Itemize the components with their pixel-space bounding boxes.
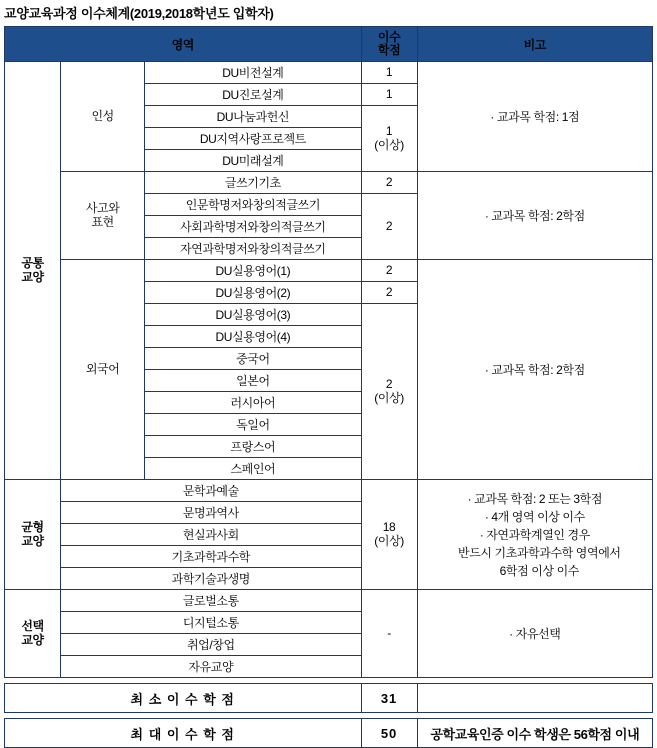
- header-credit-line1: 이수: [377, 30, 401, 45]
- total-note-cell: [417, 684, 652, 713]
- course-name-cell: DU미래설계: [145, 150, 361, 172]
- course-name-cell: 사회과학명저와창의적글쓰기: [145, 216, 361, 238]
- course-name-cell: 글쓰기기초: [145, 172, 361, 194]
- note-cell: [417, 62, 652, 172]
- area-group-cell: 선택 교양: [5, 590, 61, 678]
- course-name-cell: 자연과학명저와창의적글쓰기: [145, 238, 361, 260]
- note-line: 6학점 이상 이수: [499, 563, 579, 578]
- course-name-cell: 현실과사회: [61, 524, 361, 546]
- course-name-cell: 일본어: [145, 370, 361, 392]
- credit-cell: 2: [361, 260, 417, 282]
- total-credit-cell: 31: [361, 684, 417, 713]
- note-line: · 교과목 학점: 2학점: [484, 362, 585, 377]
- credit-cell: 1 (이상): [361, 106, 417, 172]
- course-name-cell: 독일어: [145, 414, 361, 436]
- total-note-cell: 공학교육인증 이수 학생은 56학점 이내: [417, 719, 652, 748]
- credit-cell: 1: [361, 84, 417, 106]
- course-name-cell: 과학기술과생명: [61, 568, 361, 590]
- page-title: 교양교육과정 이수체계(2019,2018학년도 입학자): [4, 6, 274, 21]
- total-label-cell: 최 대 이 수 학 점: [5, 719, 362, 748]
- note-cell: [417, 590, 652, 678]
- note-line: · 4개 영역 이상 이수: [484, 509, 585, 524]
- credit-cell: 2: [361, 282, 417, 304]
- course-name-cell: DU실용영어(3): [145, 304, 361, 326]
- credit-cell: 2: [361, 194, 417, 260]
- area-sub-cell: 외국어: [61, 260, 145, 480]
- area-group-cell: 균형 교양: [5, 480, 61, 590]
- credit-cell: -: [361, 590, 417, 678]
- course-name-cell: 프랑스어: [145, 436, 361, 458]
- course-name-cell: 디지털소통: [61, 612, 361, 634]
- course-name-cell: 취업/창업: [61, 634, 361, 656]
- total-row: [5, 684, 653, 713]
- area-sub-cell: 인성: [61, 62, 145, 172]
- note-line: · 자연과학계열인 경우: [479, 527, 590, 542]
- header-area: 영역: [5, 27, 362, 62]
- table-row: [5, 62, 653, 84]
- note-line: · 교과목 학점: 2학점: [484, 208, 585, 223]
- note-line: · 자유선택: [509, 626, 561, 641]
- table-row: [5, 590, 653, 612]
- table-row: [5, 480, 653, 502]
- table-body: [5, 62, 653, 748]
- total-label-cell: 최 소 이 수 학 점: [5, 684, 362, 713]
- note-cell: [417, 172, 652, 260]
- course-name-cell: 문학과예술: [61, 480, 361, 502]
- note-cell: [417, 260, 652, 480]
- course-name-cell: 문명과역사: [61, 502, 361, 524]
- course-name-cell: DU지역사랑프로젝트: [145, 128, 361, 150]
- credit-cell: 18 (이상): [361, 480, 417, 590]
- course-name-cell: 기초과학과수학: [61, 546, 361, 568]
- header-credit-line2: 학점: [377, 43, 401, 57]
- credit-cell: 2 (이상): [361, 304, 417, 480]
- note-line: 반드시 기초과학과수학 영역에서: [458, 545, 621, 560]
- note-cell: [417, 480, 652, 590]
- course-name-cell: 스페인어: [145, 458, 361, 480]
- course-name-cell: DU비전설계: [145, 62, 361, 84]
- course-name-cell: DU나눔과헌신: [145, 106, 361, 128]
- course-name-cell: 자유교양: [61, 656, 361, 678]
- course-name-cell: DU실용영어(2): [145, 282, 361, 304]
- credit-cell: 1: [361, 62, 417, 84]
- credit-cell: 2: [361, 172, 417, 194]
- course-name-cell: 중국어: [145, 348, 361, 370]
- course-name-cell: 러시아어: [145, 392, 361, 414]
- area-group-cell: 공통 교양: [5, 62, 61, 480]
- note-line: · 교과목 학점: 1점: [490, 109, 580, 124]
- course-name-cell: DU실용영어(1): [145, 260, 361, 282]
- total-row: [5, 719, 653, 748]
- course-name-cell: 인문학명저와창의적글쓰기: [145, 194, 361, 216]
- curriculum-table: [4, 26, 653, 748]
- note-line: · 교과목 학점: 2 또는 3학점: [467, 491, 603, 506]
- table-header-row: [5, 27, 653, 62]
- course-name-cell: DU진로설계: [145, 84, 361, 106]
- table-row: [5, 260, 653, 282]
- header-note: 비고: [417, 27, 652, 62]
- header-credit: [361, 27, 417, 62]
- area-sub-cell: 사고와 표현: [61, 172, 145, 260]
- course-name-cell: DU실용영어(4): [145, 326, 361, 348]
- total-credit-cell: 50: [361, 719, 417, 748]
- table-row: [5, 172, 653, 194]
- course-name-cell: 글로벌소통: [61, 590, 361, 612]
